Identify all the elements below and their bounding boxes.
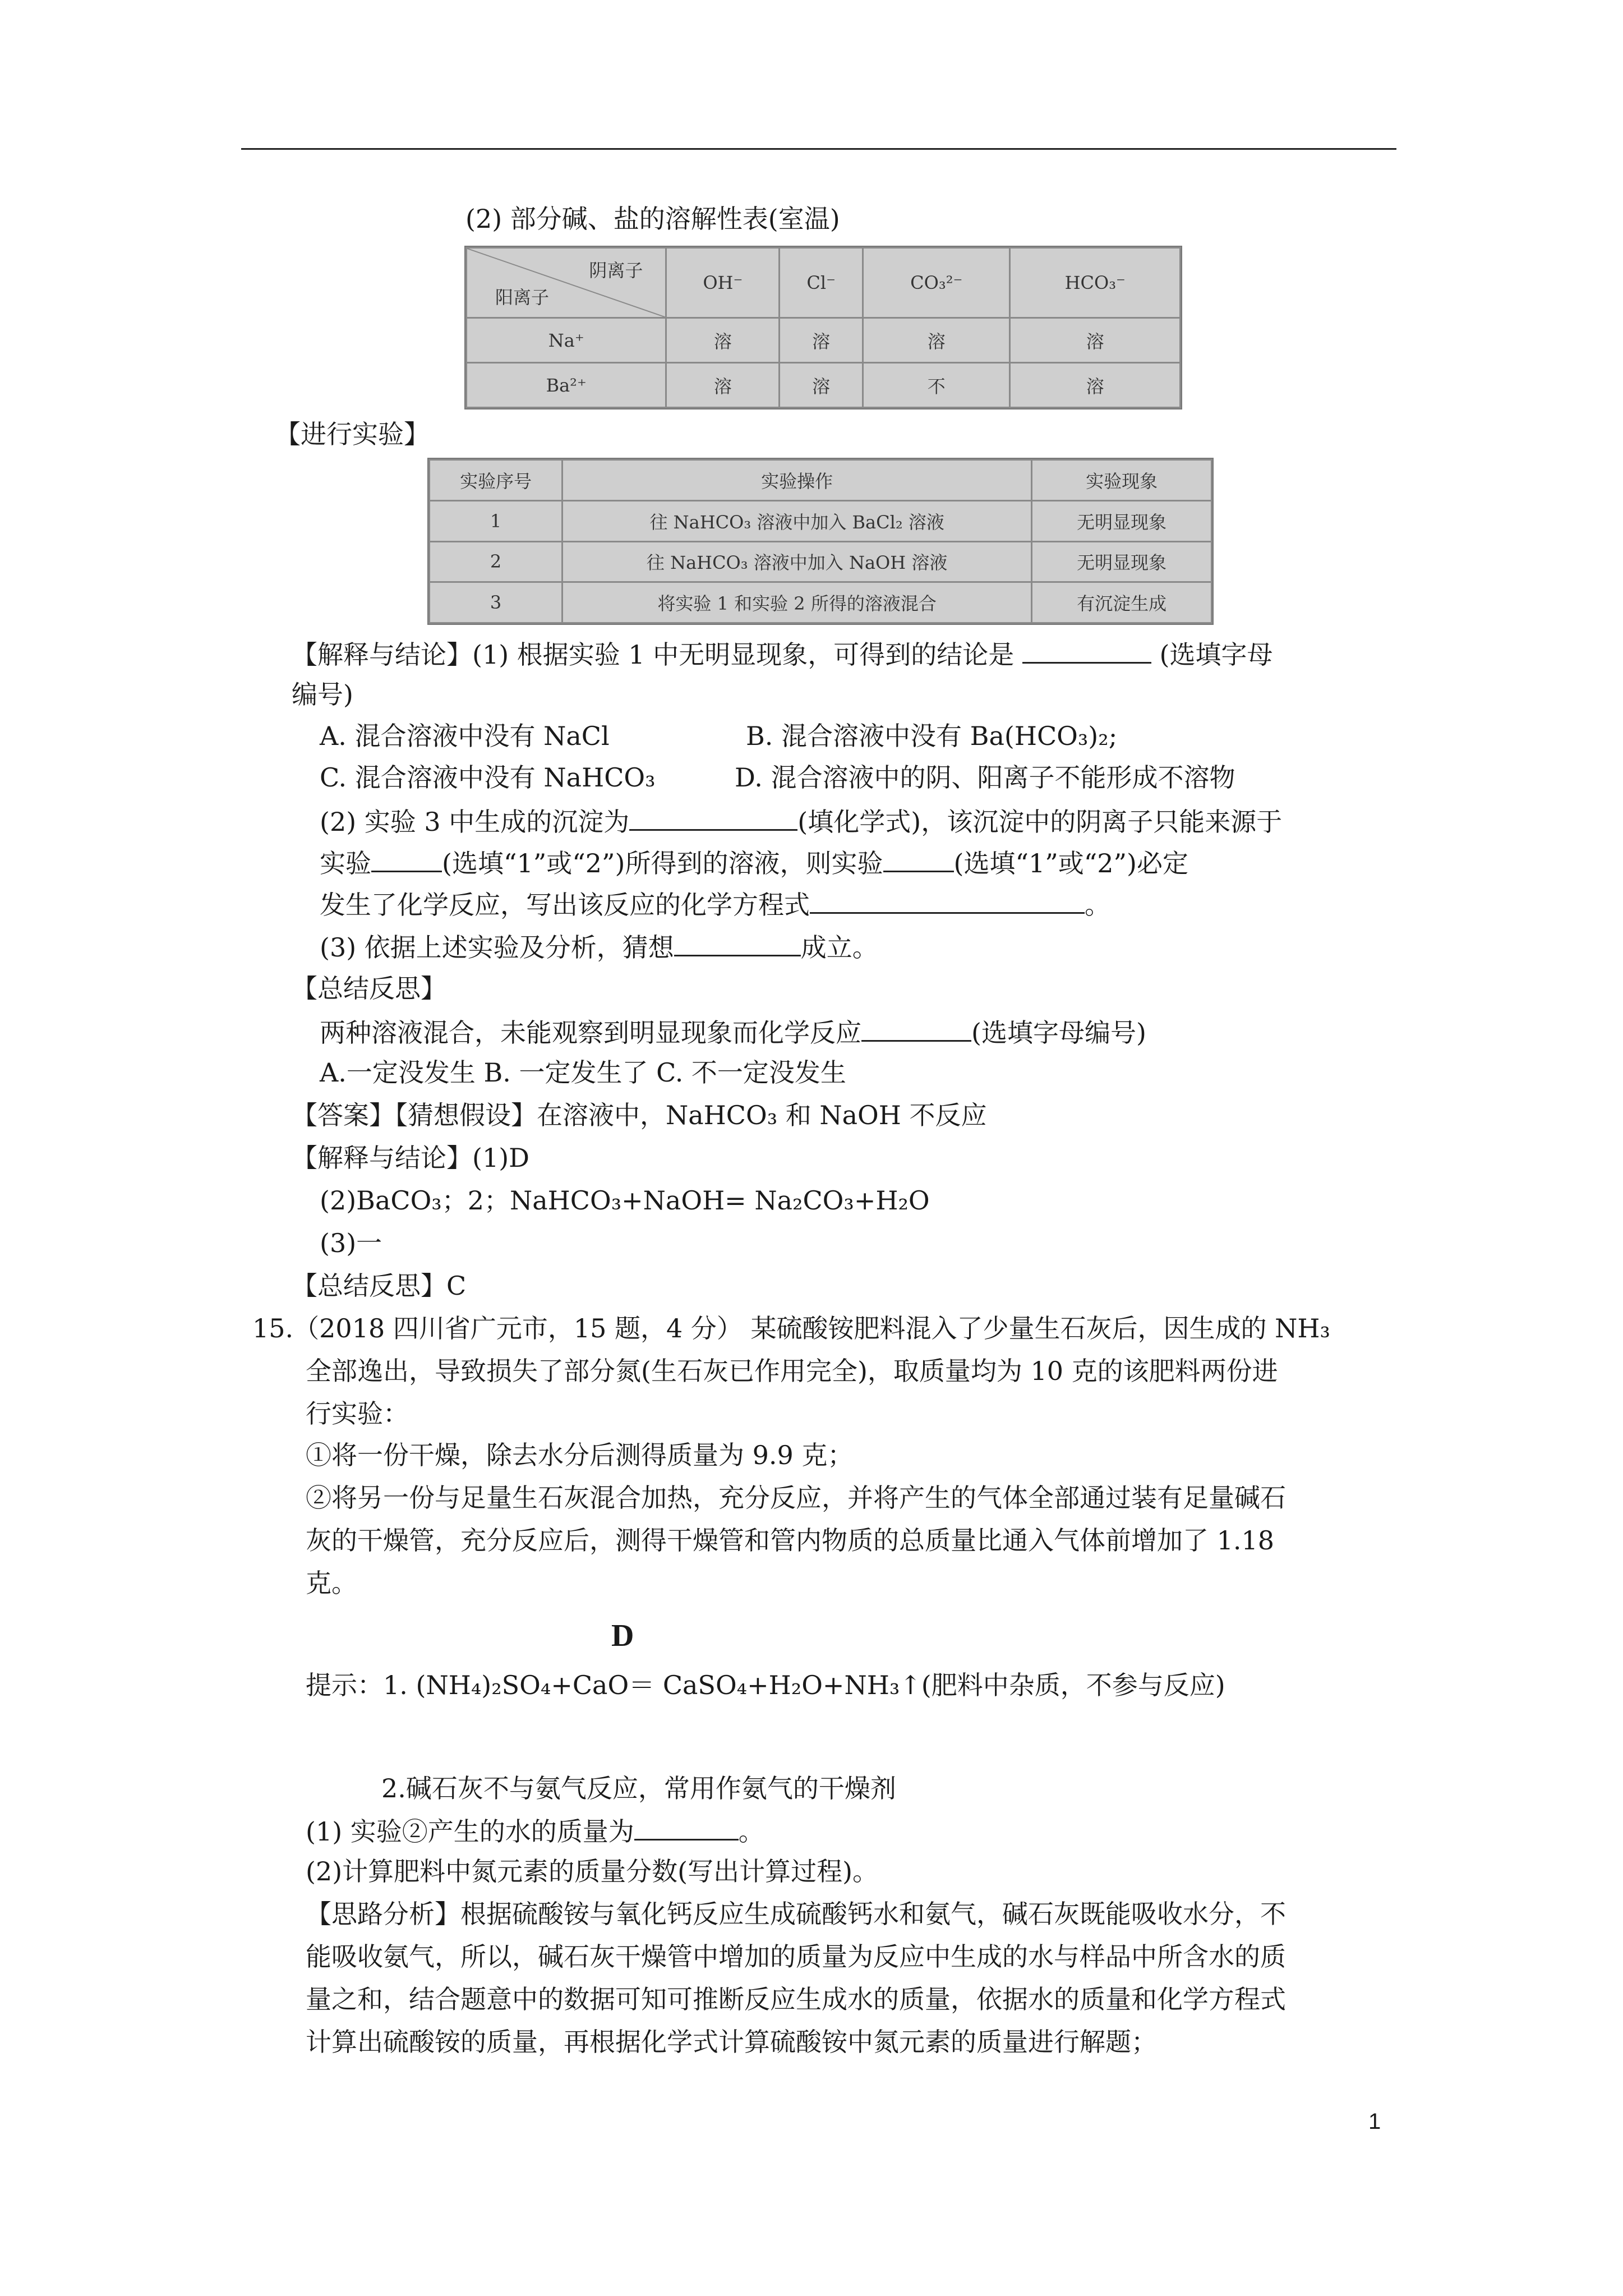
row-number: 2: [430, 541, 562, 582]
answer-blank[interactable]: [629, 803, 797, 831]
header-rule: [241, 148, 1396, 150]
q2-text: (选填“1”或“2”)所得到的溶液，则实验: [442, 848, 883, 878]
answer-blank[interactable]: [1022, 636, 1151, 664]
cation-cell: Ba²⁺: [467, 363, 666, 408]
answer-blank[interactable]: [371, 845, 442, 872]
q2-text: (填化学式)，该沉淀中的阴离子只能来源于: [797, 807, 1283, 837]
summary-text: 两种溶液混合，未能观察到明显现象而化学反应: [320, 1018, 861, 1048]
answer-blank[interactable]: [674, 929, 801, 956]
sub-question-2: (2)计算肥料中氮元素的质量分数(写出计算过程)。: [306, 1856, 879, 1887]
q15-line: 全部逸出，导致损失了部分氮(生石灰已作用完全)，取质量均为 10 克的该肥料两份进: [306, 1356, 1278, 1386]
solubility-cell: 不: [863, 363, 1010, 408]
anion-header: CO₃²⁻: [863, 248, 1010, 318]
q2-text: (2) 实验 3 中生成的沉淀为: [320, 807, 630, 837]
table1-caption: (2) 部分碱、盐的溶解性表(室温): [465, 204, 840, 234]
hint-line: 2.碱石灰不与氨气反应，常用作氨气的干燥剂: [381, 1773, 896, 1803]
analysis-line: 量之和，结合题意中的数据可知可推断反应生成水的质量，依据水的质量和化学方程式: [306, 1984, 1286, 2014]
q2-text: 。: [1085, 890, 1110, 920]
experiment-table: [427, 458, 1214, 625]
option-a: A. 混合溶液中没有 NaCl: [320, 721, 610, 751]
option-b: B. 混合溶液中没有 Ba(HCO₃)₂;: [746, 721, 1118, 751]
table1-corner-cell: [467, 248, 666, 318]
row-number: 3: [430, 582, 562, 623]
sub-question-1: [306, 1813, 764, 1848]
q15-line: ②将另一份与足量生石灰混合加热，充分反应，并将产生的气体全部通过装有足量碱石: [306, 1483, 1286, 1513]
row-result: 有沉淀生成: [1032, 582, 1212, 623]
q15-line: 克。: [306, 1568, 357, 1598]
q15-line: 灰的干燥管，充分反应后，测得干燥管和管内物质的总质量比通入气体前增加了 1.18: [306, 1525, 1275, 1556]
row-operation: 往 NaHCO₃ 溶液中加入 BaCl₂ 溶液: [562, 500, 1032, 541]
explain-q1-cont: 编号): [292, 679, 353, 710]
sub1-text: (1) 实验②产生的水的质量为: [306, 1816, 634, 1847]
summary-question: [320, 1014, 1146, 1050]
row-operation: 将实验 1 和实验 2 所得的溶液混合: [562, 582, 1032, 623]
row-operation: 往 NaHCO₃ 溶液中加入 NaOH 溶液: [562, 541, 1032, 582]
answer-line: 【解释与结论】(1)D: [292, 1143, 530, 1173]
q15-line: ①将一份干燥，除去水分后测得质量为 9.9 克；: [306, 1440, 854, 1470]
answer-line: (3)一: [320, 1228, 382, 1258]
q15-line: 行实验：: [306, 1398, 409, 1429]
answer-line: (2)BaCO₃；2；NaHCO₃+NaOH= Na₂CO₃+H₂O: [320, 1185, 930, 1216]
summary-options: A.一定没发生 B. 一定发生了 C. 不一定没发生: [320, 1057, 846, 1088]
solubility-table: [464, 246, 1182, 409]
sub1-text: 。: [738, 1816, 764, 1847]
q1-text: 【解释与结论】(1) 根据实验 1 中无明显现象，可得到的结论是: [292, 639, 1015, 670]
analysis-line: 【思路分析】根据硫酸铵与氧化钙反应生成硫酸钙水和氨气，碱石灰既能吸收水分，不: [306, 1899, 1286, 1929]
solubility-cell: 溶: [1010, 363, 1181, 408]
header-cell: 实验现象: [1032, 460, 1212, 501]
explain-q3: [320, 929, 878, 964]
corner-bottom-label: 阳离子: [495, 287, 550, 309]
hint-line: 提示：1. (NH₄)₂SO₄+CaO＝ CaSO₄+H₂O+NH₃↑(肥料中杂质，不参与反应): [306, 1670, 1225, 1700]
anion-header: HCO₃⁻: [1010, 248, 1181, 318]
solubility-cell: 溶: [863, 318, 1010, 363]
answer-blank[interactable]: [810, 886, 1085, 914]
solubility-cell: 溶: [666, 318, 780, 363]
q1-tail: (选填字母: [1159, 639, 1273, 670]
q15-line: 15.（2018 四川省广元市，15 题，4 分） 某硫酸铵肥料混入了少量生石灰后，因生成的 NH₃: [252, 1313, 1330, 1343]
anion-header: Cl⁻: [780, 248, 863, 318]
q2-text: 实验: [320, 848, 371, 878]
row-result: 无明显现象: [1032, 541, 1212, 582]
q2-text: 发生了化学反应，写出该反应的化学方程式: [320, 890, 810, 920]
analysis-line: 能吸收氨气，所以，碱石灰干燥管中增加的质量为反应中生成的水与样品中所含水的质: [306, 1941, 1286, 1972]
q3-text: 成立。: [800, 932, 878, 963]
option-d: D. 混合溶液中的阴、阳离子不能形成不溶物: [735, 762, 1235, 793]
solubility-cell: 溶: [1010, 318, 1181, 363]
row-result: 无明显现象: [1032, 500, 1212, 541]
answer-blank[interactable]: [634, 1813, 739, 1841]
table-row: [430, 500, 1212, 541]
row-number: 1: [430, 500, 562, 541]
explain-q2-line3: [320, 886, 1110, 922]
anion-header: OH⁻: [666, 248, 780, 318]
explain-q2-line1: [320, 803, 1282, 839]
q2-text: (选填“1”或“2”)必定: [953, 848, 1188, 878]
solubility-cell: 溶: [780, 363, 863, 408]
solubility-cell: 溶: [666, 363, 780, 408]
explain-q1: [292, 636, 1273, 671]
option-c: C. 混合溶液中没有 NaHCO₃: [320, 762, 656, 793]
analysis-line: 计算出硫酸铵的质量，再根据化学式计算硫酸铵中氮元素的质量进行解题；: [306, 2027, 1157, 2057]
answer-blank[interactable]: [883, 845, 954, 872]
header-cell: 实验操作: [562, 460, 1032, 501]
table-row: [467, 318, 1181, 363]
q3-text: (3) 依据上述实验及分析，猜想: [320, 932, 674, 963]
explain-q2-line2: [320, 845, 1188, 880]
cation-cell: Na⁺: [467, 318, 666, 363]
solubility-cell: 溶: [780, 318, 863, 363]
answer-line: 【答案】【猜想假设】在溶液中，NaHCO₃ 和 NaOH 不反应: [292, 1100, 987, 1130]
page-number: 1: [1368, 2109, 1381, 2134]
table-row: [430, 582, 1212, 623]
header-cell: 实验序号: [430, 460, 562, 501]
answer-line: 【总结反思】C: [292, 1271, 467, 1301]
summary-heading: 【总结反思】: [292, 973, 446, 1004]
table-row: [467, 363, 1181, 408]
experiment-heading: 【进行实验】: [275, 419, 430, 449]
corner-top-label: 阴离子: [589, 260, 643, 281]
d-label: D: [611, 1618, 634, 1653]
answer-blank[interactable]: [861, 1014, 971, 1042]
table-row: [430, 541, 1212, 582]
summary-text: (选填字母编号): [971, 1018, 1146, 1048]
